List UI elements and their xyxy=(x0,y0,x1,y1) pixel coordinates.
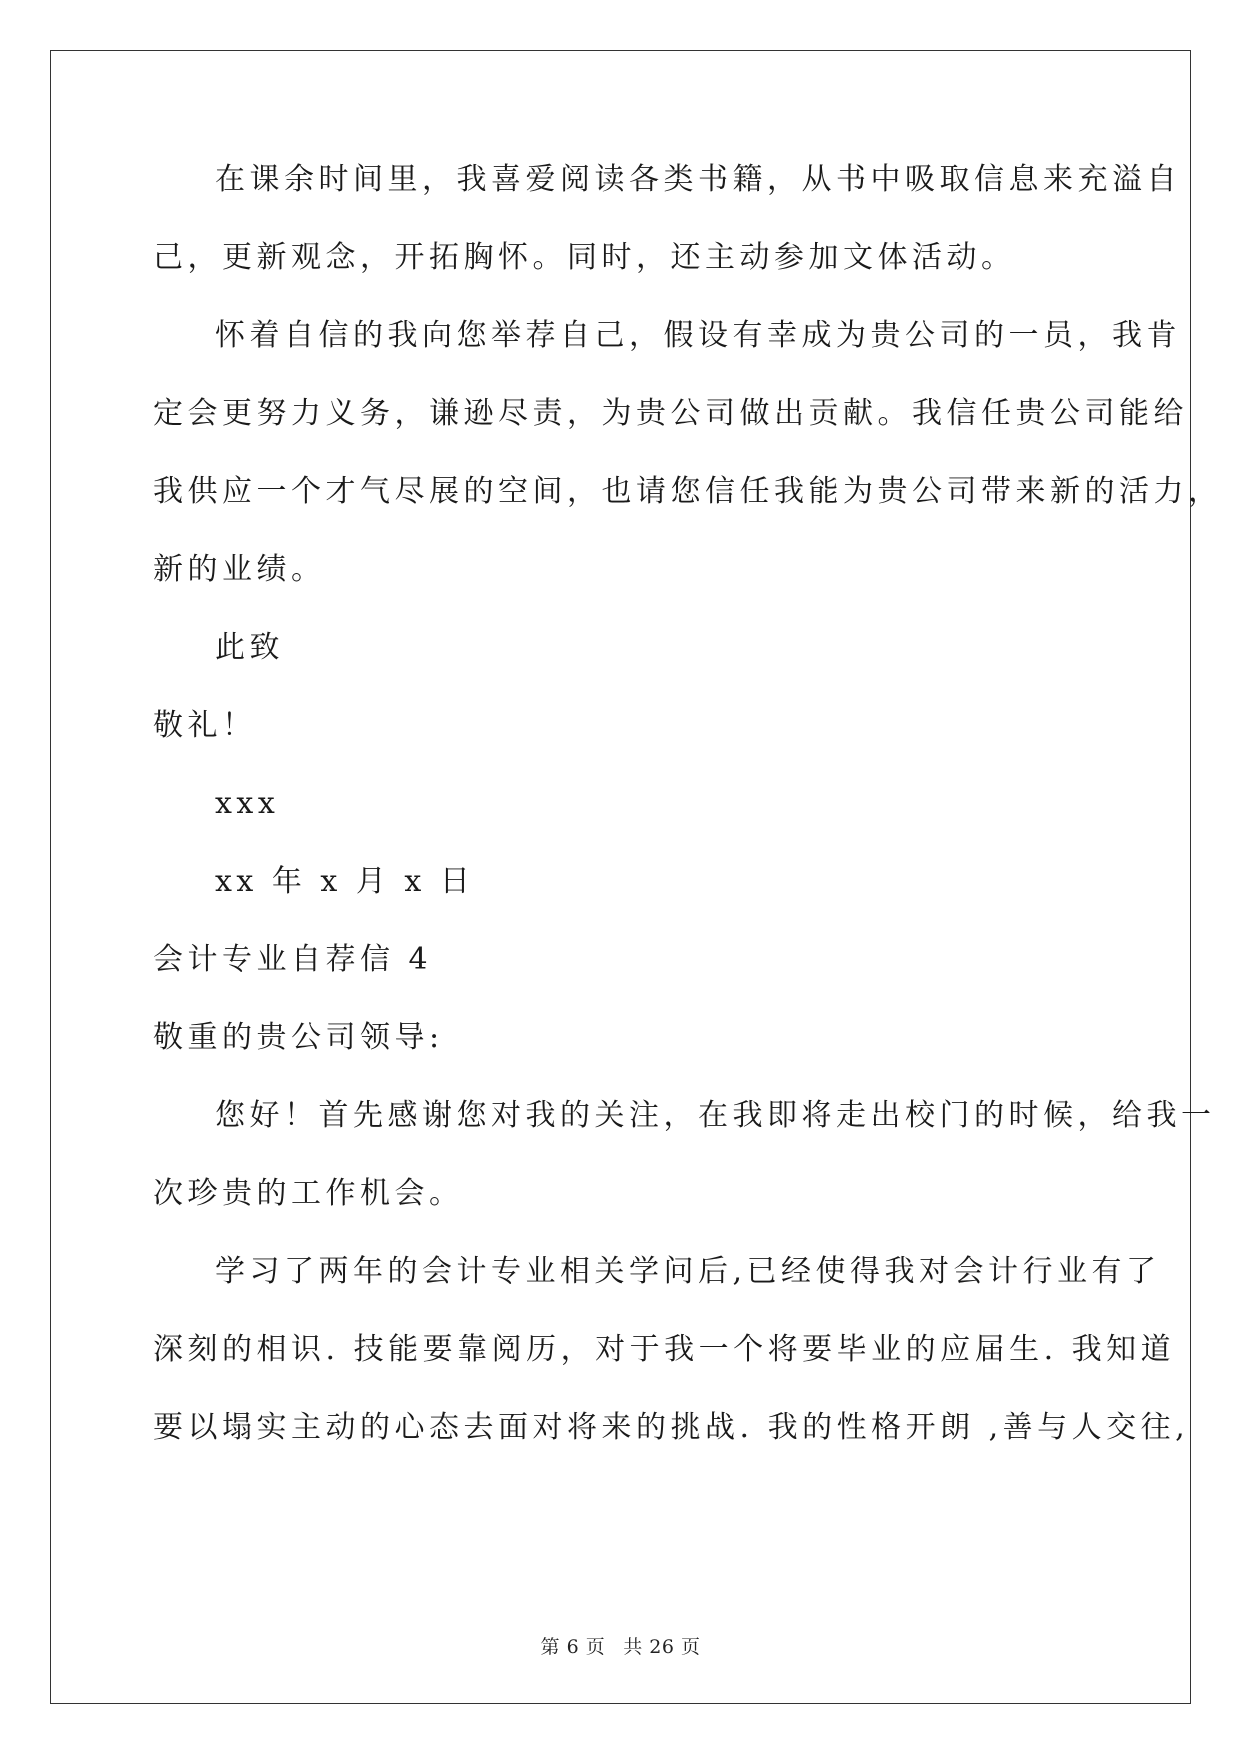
paragraph-line: 怀着自信的我向您举荐自己，假设有幸成为贵公司的一员，我肯 xyxy=(215,318,1181,353)
paragraph-line: 新的业绩。 xyxy=(153,552,326,587)
letter-greeting: 敬重的贵公司领导: xyxy=(153,1020,444,1055)
signature-date: xx 年 x 月 x 日 xyxy=(215,864,475,899)
paragraph-line: 深刻的相识. 技能要靠阅历，对于我一个将要毕业的应届生. 我知道 xyxy=(153,1332,1176,1367)
page-footer xyxy=(0,1632,1241,1659)
closing-salutation: 此致 xyxy=(215,630,284,665)
paragraph-line: 次珍贵的工作机会。 xyxy=(153,1176,464,1211)
document-body xyxy=(153,160,1223,1486)
paragraph-line: 己，更新观念，开拓胸怀。同时，还主动参加文体活动。 xyxy=(153,240,1016,275)
signature-name: xxx xyxy=(215,786,280,821)
closing-regards: 敬礼！ xyxy=(153,708,257,743)
paragraph-line: 学习了两年的会计专业相关学问后,已经使得我对会计行业有了 xyxy=(215,1254,1161,1289)
paragraph-line: 定会更努力义务，谦逊尽责，为贵公司做出贡献。我信任贵公司能给 xyxy=(153,396,1188,431)
page-number: 第 6 页 xyxy=(540,1636,606,1658)
page-total: 共 26 页 xyxy=(623,1636,701,1658)
paragraph-line: 要以塌实主动的心态去面对将来的挑战. 我的性格开朗 ,善与人交往, xyxy=(153,1410,1190,1445)
paragraph-line: 在课余时间里，我喜爱阅读各类书籍，从书中吸取信息来充溢自 xyxy=(215,162,1181,197)
paragraph-line: 您好！首先感谢您对我的关注，在我即将走出校门的时候，给我一 xyxy=(215,1098,1216,1133)
section-title: 会计专业自荐信 4 xyxy=(153,942,433,977)
paragraph-line: 我供应一个才气尽展的空间，也请您信任我能为贵公司带来新的活力， xyxy=(153,474,1223,509)
